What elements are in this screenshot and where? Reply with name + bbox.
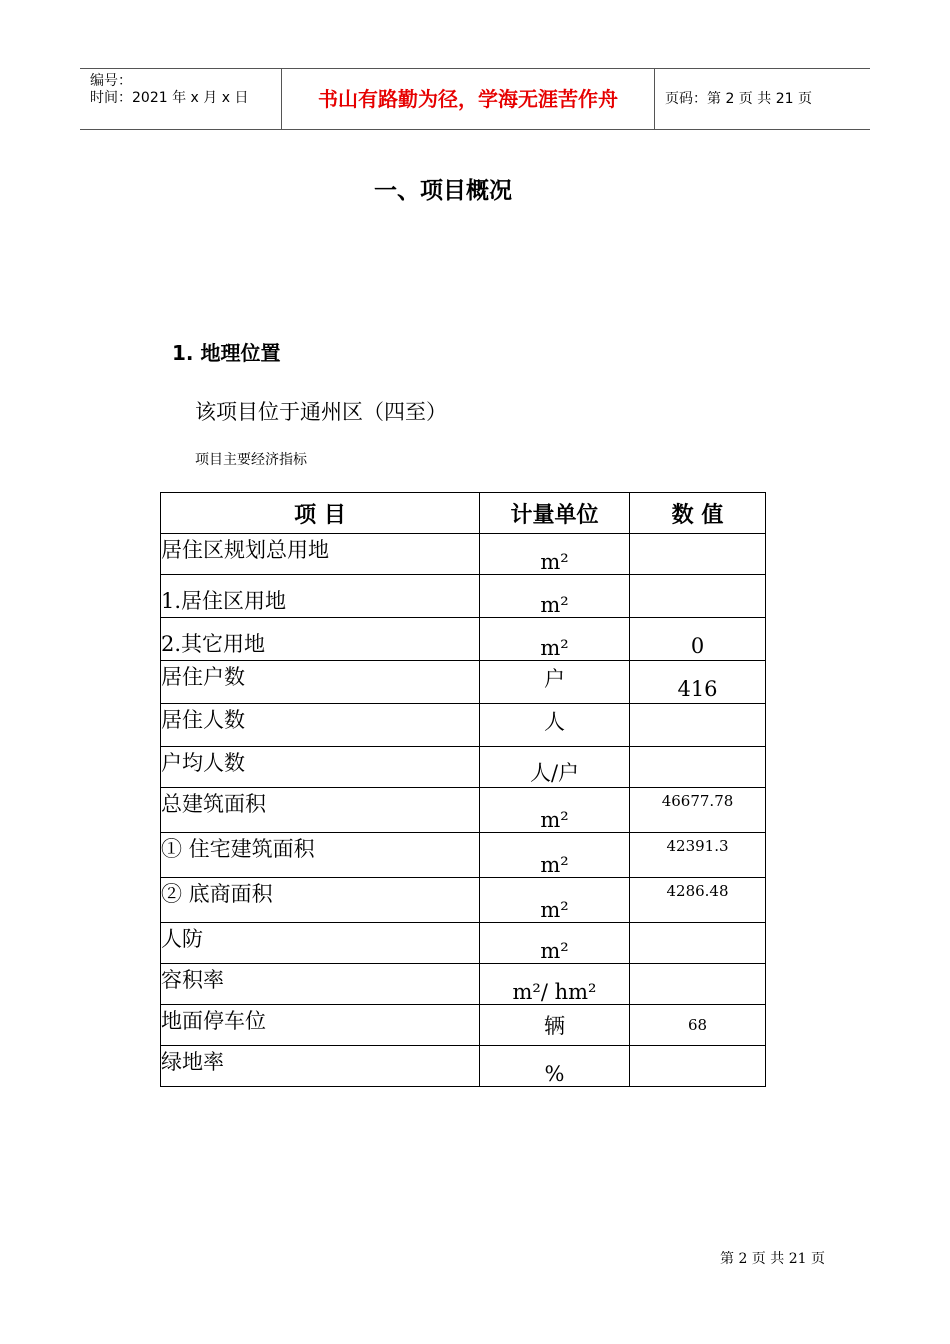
header-meta [90, 73, 248, 107]
cell-item: 绿地率 [161, 1046, 480, 1087]
cell-item: 居住户数 [161, 661, 480, 704]
cell-unit: 辆 [480, 1005, 630, 1046]
page-title: 一、项目概况 [374, 178, 512, 204]
table-row [161, 833, 766, 878]
cell-item: ① 住宅建筑面积 [161, 833, 480, 878]
cell-unit: m² [480, 923, 630, 964]
table-row [161, 964, 766, 1005]
cell-item: 地面停车位 [161, 1005, 480, 1046]
page-header [80, 68, 870, 130]
cell-unit: m²/ hm² [480, 964, 630, 1005]
cell-unit: m² [480, 788, 630, 833]
cell-unit: 人/户 [480, 747, 630, 788]
number-label: 编号： [90, 73, 132, 89]
cell-item: 居住人数 [161, 704, 480, 747]
cell-unit: 人 [480, 704, 630, 747]
cell-value: 68 [630, 1005, 766, 1046]
header-unit: 计量单位 [480, 493, 630, 534]
cell-value [630, 747, 766, 788]
cell-value: 416 [630, 661, 766, 704]
table-row [161, 747, 766, 788]
header-value: 数 值 [630, 493, 766, 534]
cell-unit: 户 [480, 661, 630, 704]
cell-item: 1.居住区用地 [161, 575, 480, 618]
table-row [161, 575, 766, 618]
table-row [161, 923, 766, 964]
cell-value [630, 1046, 766, 1087]
cell-value: 46677.78 [630, 788, 766, 833]
cell-value [630, 964, 766, 1005]
cell-value [630, 575, 766, 618]
header-motto: 书山有路勤为径，学海无涯苦作舟 [318, 87, 618, 111]
table-row [161, 618, 766, 661]
cell-item: 人防 [161, 923, 480, 964]
cell-item: 居住区规划总用地 [161, 534, 480, 575]
cell-value: 4286.48 [630, 878, 766, 923]
time-label: 时间：2021 年 x 月 x 日 [90, 90, 249, 106]
cell-item: 户均人数 [161, 747, 480, 788]
cell-unit: m² [480, 618, 630, 661]
table-row [161, 1005, 766, 1046]
header-item: 项 目 [161, 493, 480, 534]
table-row [161, 788, 766, 833]
table-row [161, 661, 766, 704]
table-row [161, 878, 766, 923]
cell-value: 42391.3 [630, 833, 766, 878]
cell-value: 0 [630, 618, 766, 661]
cell-item: 容积率 [161, 964, 480, 1005]
cell-unit: m² [480, 833, 630, 878]
location-paragraph: 该项目位于通州区（四至） [195, 400, 447, 424]
cell-value [630, 534, 766, 575]
header-divider [654, 69, 655, 129]
cell-unit: m² [480, 878, 630, 923]
cell-unit: m² [480, 575, 630, 618]
table-row [161, 704, 766, 747]
cell-value [630, 923, 766, 964]
table-caption: 项目主要经济指标 [195, 452, 307, 468]
table-header-row [161, 493, 766, 534]
cell-unit: % [480, 1046, 630, 1087]
table-row [161, 534, 766, 575]
cell-item: 总建筑面积 [161, 788, 480, 833]
header-page-info: 页码：第 2 页 共 21 页 [665, 91, 812, 107]
cell-unit: m² [480, 534, 630, 575]
table-row [161, 1046, 766, 1087]
cell-value [630, 704, 766, 747]
cell-item: ② 底商面积 [161, 878, 480, 923]
section-heading: 1. 地理位置 [172, 341, 281, 365]
page-footer: 第 2 页 共 21 页 [720, 1251, 825, 1267]
cell-item: 2.其它用地 [161, 618, 480, 661]
indicator-table [160, 492, 766, 1087]
